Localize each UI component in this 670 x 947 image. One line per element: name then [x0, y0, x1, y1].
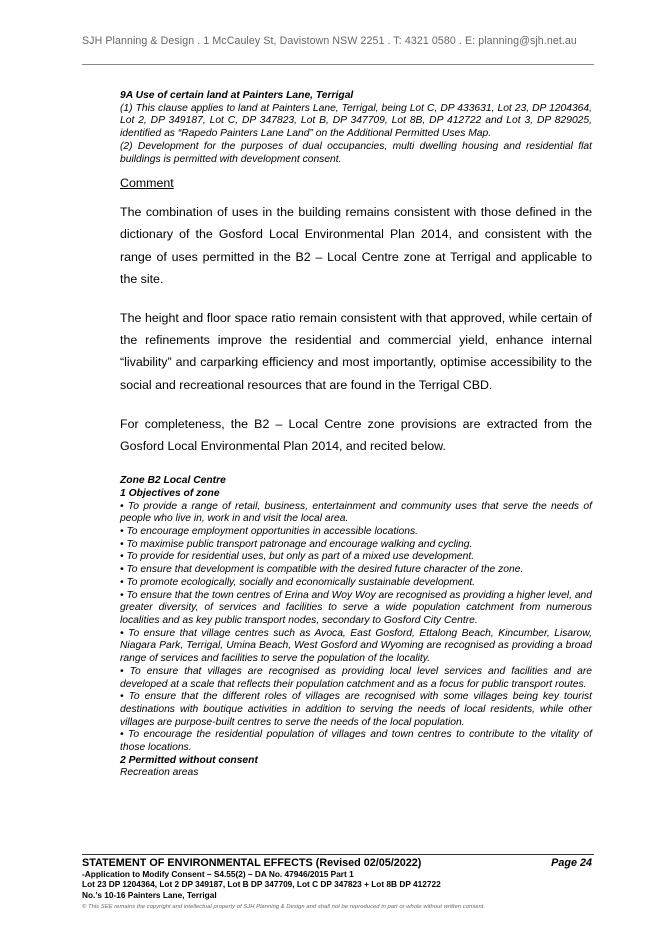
footer-application: -Application to Modify Consent – S4.55(2) – DA No. 47946/2015 Part 1 — [82, 869, 354, 879]
objective-item: • To ensure that development is compatible with the desired future character of the zone. — [120, 564, 524, 576]
objective-item: • To ensure that the town centres of Erina and Woy Woy are recognised as providing a higher level, and greater diversity, of services and facilities to serve a wide population catchment from numerous localities and as key public transport nodes, secondary to Gosford City Centre. — [120, 589, 592, 626]
footer-lots: Lot 23 DP 1204364, Lot 2 DP 349187, Lot B DP 347709, Lot C DP 347823 + Lot 8B DP 412722 — [82, 879, 441, 890]
zone-title: Zone B2 Local Centre — [120, 475, 226, 487]
clause-paragraph-1: (1) This clause applies to land at Painters Lane, Terrigal, being Lot C, DP 433631, Lot 23, DP 1204364, Lot 2, DP 349187, Lot C, DP 347823, Lot B, DP 347709, Lot 8B, DP 412722 and Lot 3, DP 829025, identified as “Rapedo Painters Lane Land” on the Additional Permitted Uses Map. — [120, 102, 592, 140]
comment-paragraph-1: The combination of uses in the building remains consistent with those defined in the dictionary of the Gosford Local Environmental Plan 2014, and consistent with the range of uses permitted in the B2 – Local Centre zone at Terrigal and applicable to the site. — [120, 205, 592, 286]
objective-item: • To promote ecologically, socially and economically sustainable development. — [120, 576, 476, 588]
copyright-notice: © This SEE remains the copyright and intellectual property of SJH Planning & Design and shall not be reproduced in part or whole without written consent. — [82, 904, 486, 910]
clause-title: 9A Use of certain land at Painters Lane, Terrigal — [120, 90, 354, 101]
objective-item: • To ensure that village centres such as Avoca, East Gosford, Ettalong Beach, Kincumber, Lisarow, Niagara Park, Terrigal, Umina Beach, West Gosford and Wyoming are recognised as providing a broad range of services and facilities to serve the population of the locality. — [120, 627, 592, 665]
objective-item: • To provide for residential uses, but only as part of a mixed use development. — [120, 551, 475, 563]
objective-item: • To provide a range of retail, business, entertainment and community uses that serve the needs of people who live in, work in and visit the local area. — [120, 500, 592, 525]
objective-item: • To ensure that the different roles of villages are recognised with some villages being key tourist destinations with boutique activities in addition to serving the needs of local residents, while other villages are purpose-built centres to serve the needs of the local population. — [120, 691, 592, 728]
letterhead: SJH Planning & Design . 1 McCauley St, Davistown NSW 2251 . T: 4321 0580 . E: planning@sjh.net.au — [82, 35, 577, 47]
footer-title-row — [82, 857, 592, 869]
header-divider — [82, 64, 594, 65]
comment-heading: Comment — [120, 176, 174, 191]
permitted-text: Recreation areas — [120, 767, 199, 779]
objective-item: • To encourage employment opportunities in accessible locations. — [120, 526, 419, 538]
zone-b2-extract — [120, 475, 592, 780]
page-body — [120, 90, 592, 780]
comment-paragraph-2: The height and floor space ratio remain consistent with that approved, while certain of the refinements improve the residential and commercial yield, enhance internal “livability” and carparking efficiency and most importantly, optimise accessibility to the social and recreational resources that are found in the Terrigal CBD. — [120, 311, 592, 392]
footer-title: STATEMENT OF ENVIRONMENTAL EFFECTS (Revised 02/05/2022) — [82, 857, 422, 869]
objective-item: • To maximise public transport patronage and encourage walking and cycling. — [120, 538, 473, 550]
footer-divider — [82, 854, 594, 855]
footer-address: No.’s 10-16 Painters Lane, Terrigal — [82, 889, 217, 900]
clause-9a — [120, 90, 592, 166]
permitted-heading: 2 Permitted without consent — [120, 754, 258, 766]
footer — [82, 857, 592, 900]
comment-paragraph-3: For completeness, the B2 – Local Centre zone provisions are extracted from the Gosford Local Environmental Plan 2014, and recited below. — [120, 416, 592, 454]
page-number: Page 24 — [551, 857, 592, 869]
objective-item: • To encourage the residential population of villages and town centres to contribute to the vitality of those locations. — [120, 729, 592, 754]
objectives-heading: 1 Objectives of zone — [120, 487, 220, 499]
clause-paragraph-2: (2) Development for the purposes of dual occupancies, multi dwelling housing and residential flat buildings is permitted with development consent. — [120, 140, 592, 165]
objective-item: • To ensure that villages are recognised as providing local level services and facilities and are developed at a scale that reflects their population catchment and as a focus for public transport routes. — [120, 665, 592, 690]
